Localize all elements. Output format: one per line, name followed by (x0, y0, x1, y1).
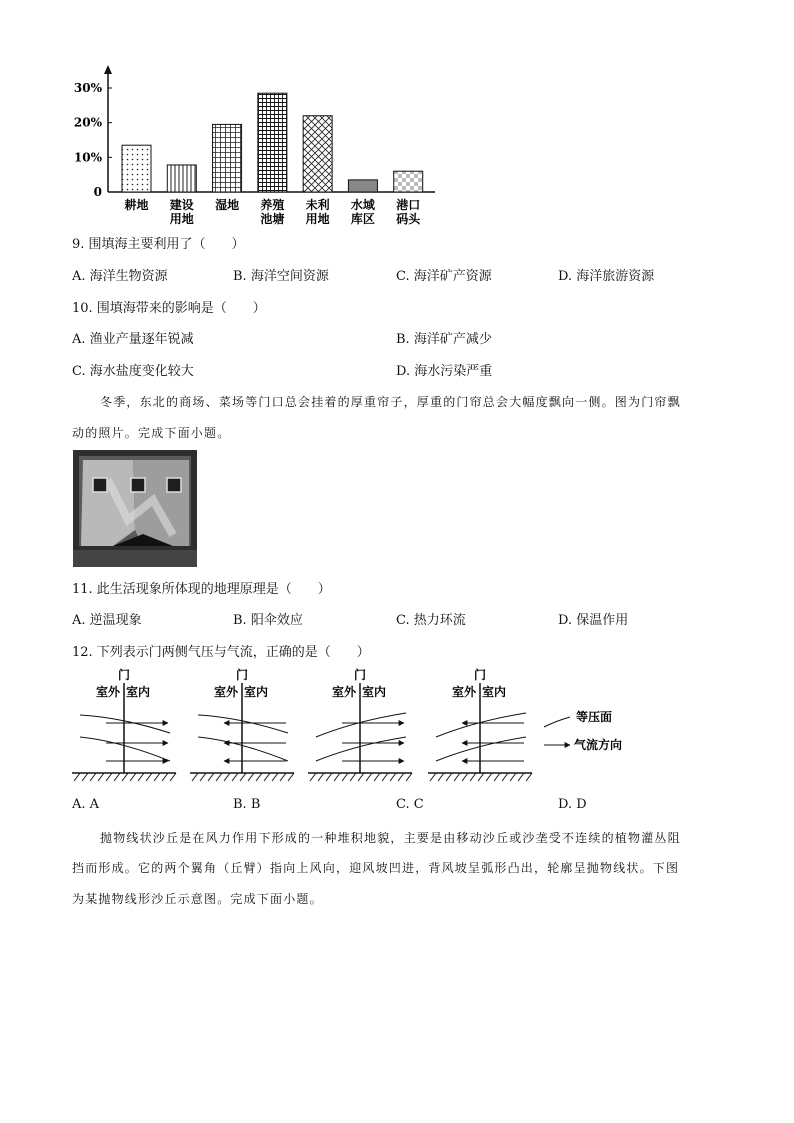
passage1-line2: 动的照片。完成下面小题。 (72, 426, 231, 440)
category-label: 库区 (350, 212, 375, 226)
bar (167, 165, 196, 192)
q11-option-b[interactable]: B. 阳伞效应 (233, 613, 303, 628)
y-axis-arrow (104, 65, 112, 74)
q11-option-a[interactable]: A. 逆温现象 (72, 613, 142, 628)
category-label: 建设 (169, 198, 194, 212)
diagram-b (190, 667, 294, 781)
y-tick-label: 20% (73, 115, 102, 130)
category-label: 用地 (169, 212, 194, 226)
category-label: 码头 (396, 212, 421, 226)
q9-option-a[interactable]: A. 海洋生物资源 (72, 269, 168, 284)
inside-label: 室内 (244, 685, 269, 699)
q12-pressure-diagrams (70, 665, 630, 785)
outside-label: 室外 (214, 685, 239, 699)
q12-stem: 12. 下列表示门两侧气压与气流，正确的是（ ） (72, 645, 370, 660)
category-label: 水域 (350, 198, 375, 212)
q10-option-a[interactable]: A. 渔业产量逐年锐减 (72, 332, 194, 347)
passage2-line3: 为某抛物线形沙丘示意图。完成下面小题。 (72, 892, 323, 906)
door-curtain-photo (73, 450, 197, 567)
q11-option-c[interactable]: C. 热力环流 (396, 613, 466, 628)
q10-option-b[interactable]: B. 海洋矿产减少 (396, 332, 492, 347)
outside-label: 室外 (452, 685, 477, 699)
diagram-a (72, 667, 176, 781)
legend-isobar-label: 等压面 (576, 710, 613, 724)
category-label: 用地 (305, 212, 330, 226)
outside-label: 室外 (96, 685, 121, 699)
door-label: 门 (354, 668, 367, 682)
passage1-line1: 冬季，东北的商场、菜场等门口总会挂着的厚重帘子，厚重的门帘总会大幅度飘向一侧。图为门帘飘 (100, 395, 681, 409)
q9-option-c[interactable]: C. 海洋矿产资源 (396, 269, 492, 284)
q11-option-d[interactable]: D. 保温作用 (558, 613, 629, 628)
category-label: 养殖 (260, 198, 285, 212)
inside-label: 室内 (482, 685, 507, 699)
q10-option-c[interactable]: C. 海水盐度变化较大 (72, 364, 194, 379)
q12-option-a[interactable]: A. A (72, 797, 100, 812)
passage2-line2: 挡而形成。它的两个翼角（丘臂）指向上风向，迎风坡凹进，背风坡呈弧形凸出，轮廓呈抛物线状。下图 (72, 861, 680, 875)
y-tick-label: 10% (73, 150, 102, 165)
q12-option-c[interactable]: C. C (396, 797, 424, 812)
category-label: 港口 (396, 198, 421, 212)
q10-stem: 10. 围填海带来的影响是（ ） (72, 301, 266, 316)
q9-option-b[interactable]: B. 海洋空间资源 (233, 269, 329, 284)
y-tick-label: 30% (73, 81, 102, 95)
diagram-c (308, 667, 412, 781)
q12-option-d[interactable]: D. D (558, 797, 587, 812)
door-label: 门 (118, 668, 131, 682)
diagram-d (428, 667, 532, 781)
q12-option-b[interactable]: B. B (233, 797, 261, 812)
category-label: 池塘 (260, 212, 285, 226)
category-label: 湿地 (215, 198, 240, 212)
bar (303, 116, 332, 192)
land-use-bar-chart (70, 62, 450, 227)
q11-stem: 11. 此生活现象所体现的地理原理是（ ） (72, 582, 331, 597)
bar (258, 93, 287, 192)
q9-option-d[interactable]: D. 海洋旅游资源 (558, 269, 655, 284)
legend-airflow-label: 气流方向 (574, 738, 623, 752)
bar (348, 180, 377, 192)
inside-label: 室内 (126, 685, 151, 699)
q10-option-d[interactable]: D. 海水污染严重 (396, 364, 493, 379)
category-label: 未利 (305, 198, 330, 212)
passage2-line1: 抛物线状沙丘是在风力作用下形成的一种堆积地貌，主要是由移动沙丘或沙垄受不连续的植物灌丛阻 (100, 831, 681, 845)
category-label: 耕地 (124, 198, 149, 212)
outside-label: 室外 (332, 685, 357, 699)
door-label: 门 (474, 668, 487, 682)
y-tick-label: 0 (93, 185, 102, 199)
q12-legend (544, 709, 622, 752)
q9-stem: 9. 围填海主要利用了（ ） (72, 237, 245, 252)
inside-label: 室内 (362, 685, 387, 699)
bar (122, 145, 151, 192)
bar (213, 124, 242, 192)
door-label: 门 (236, 668, 249, 682)
bar (394, 171, 423, 192)
